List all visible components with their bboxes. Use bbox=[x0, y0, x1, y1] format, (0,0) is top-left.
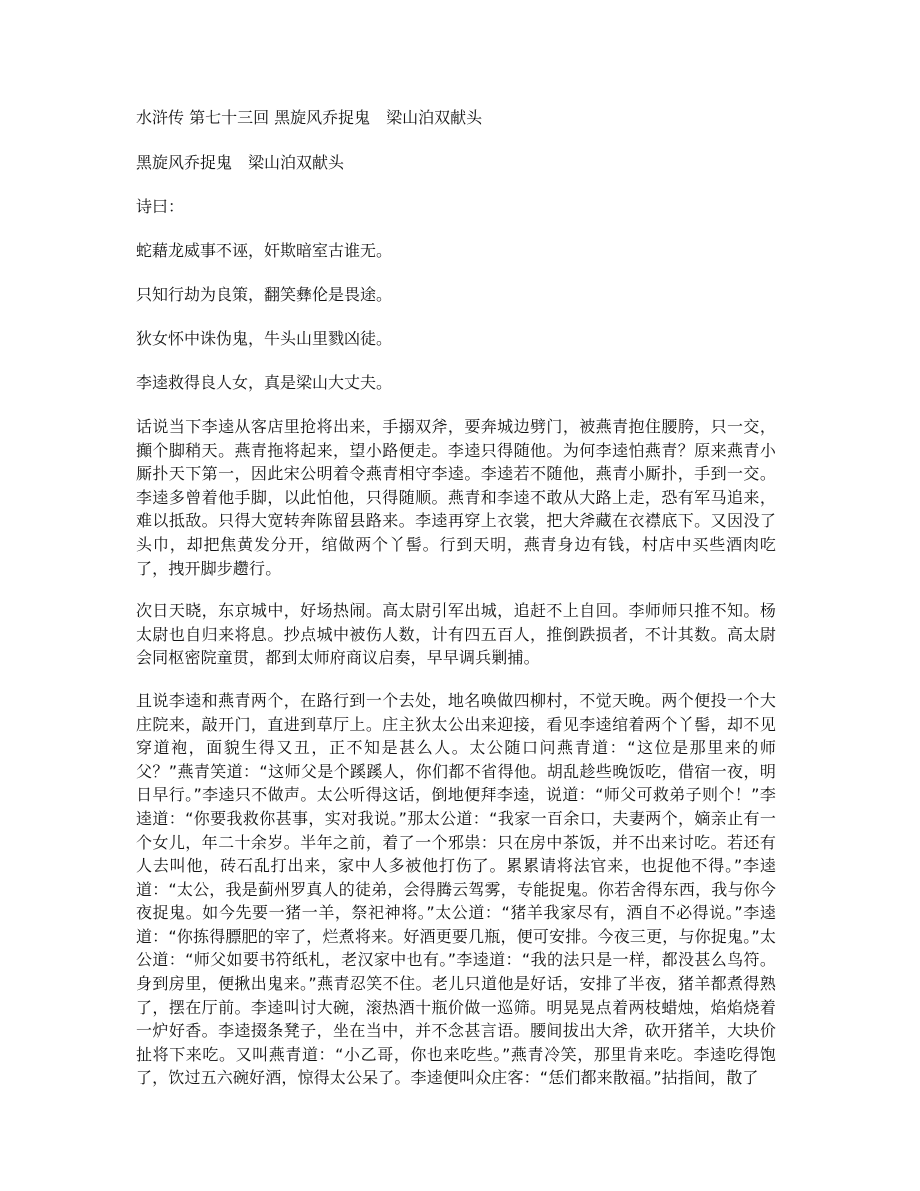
chapter-subtitle: 黑旋风乔捉鬼 梁山泊双献头 bbox=[136, 153, 345, 172]
poem-intro: 诗曰： bbox=[136, 197, 185, 216]
document-title: 水浒传 第七十三回 黑旋风乔捉鬼 梁山泊双献头 bbox=[136, 108, 483, 127]
body-paragraph: 次日天晓，东京城中，好场热闹。高太尉引军出城，追赶不上自回。李师师只推不知。杨太尉也自归来将息。抄点城中被伤人数，计有四五百人，推倒跌损者，不计其数。高太尉会同枢密院童贯，都到太师府商议启奏，早早调兵剿捕。 bbox=[136, 601, 776, 668]
body-paragraph: 话说当下李逵从客店里抢将出来，手搦双斧，要奔城边劈门，被燕青抱住腰胯，只一交，攧个脚稍天。燕青拖将起来，望小路便走。李逵只得随他。为何李逵怕燕青？原来燕青小厮扑天下第一，因此宋公明着令燕青相守李逵。李逵若不随他，燕青小厮扑，手到一交。李逵多曾着他手脚，以此怕他，只得随顺。燕青和李逵不敢从大路上走，恐有军马追来，难以抵敌。只得大宽转奔陈留县路来。李逵再穿上衣裳，把大斧藏在衣襟底下。又因没了头巾，却把焦黄发分开，绾做两个丫髻。行到天明，燕青身边有钱，村店中买些酒肉吃了，拽开脚步趱行。 bbox=[136, 417, 776, 578]
poem-line: 只知行劫为良策，翻笑彝伦是畏途。 bbox=[136, 285, 393, 304]
body-paragraph: 且说李逵和燕青两个，在路行到一个去处，地名唤做四柳村，不觉天晚。两个便投一个大庄院来，敲开门，直进到草厅上。庄主狄太公出来迎接，看见李逵绾着两个丫髻，却不见穿道袍，面貌生得又丑，正不知是甚么人。太公随口问燕青道：“这位是那里来的师父？”燕青笑道：“这师父是个蹊蹊人，你们都不省得他。胡乱趁些晚饭吃，借宿一夜，明日早行。”李逵只不做声。太公听得这话，倒地便拜李逵，说道：“师父可救弟子则个！”李逵道：“你要我救你甚事，实对我说。”那太公道：“我家一百余口，夫妻两个，嫡亲止有一个女儿，年二十余岁。半年之前，着了一个邪祟：只在房中茶饭，并不出来讨吃。若还有人去叫他，砖石乱打出来，家中人多被他打伤了。累累请将法官来，也捉他不得。”李逵道：“太公，我是蓟州罗真人的徒弟，会得腾云驾雾，专能捉鬼。你若舍得东西，我与你今夜捉鬼。如今先要一猪一羊，祭祀神将。”太公道：“猪羊我家尽有，酒自不必得说。”李逵道：“你拣得膘肥的宰了，烂煮将来。好酒更要几瓶，便可安排。今夜三更，与你捉鬼。”太公道：“师父如要书符纸札，老汉家中也有。”李逵道：“我的法只是一样，都没甚么鸟符。身到房里，便揪出鬼来。”燕青忍笑不住。老儿只道他是好话，安排了半夜，猪羊都煮得熟了，摆在厅前。李逵叫讨大碗，滚热酒十瓶价做一巡筛。明晃晃点着两枝蜡烛，焰焰烧着一炉好香。李逵掇条凳子，坐在当中，并不念甚言语。腰间拔出大斧，砍开猪羊，大块价扯将下来吃。又叫燕青道：“小乙哥，你也来吃些。”燕青冷笑，那里肯来吃。李逵吃得饱了，饮过五六碗好酒，惊得太公呆了。李逵便叫众庄客：“恁们都来散福。”拈指间，散了 bbox=[136, 690, 776, 1088]
poem-line: 蛇藉龙威事不诬，奸欺暗室古谁无。 bbox=[136, 241, 393, 260]
poem-line: 李逵救得良人女，真是梁山大丈夫。 bbox=[136, 373, 393, 392]
document-page bbox=[136, 106, 776, 1109]
poem-line: 狄女怀中诛伪鬼，牛头山里戮凶徒。 bbox=[136, 329, 393, 348]
